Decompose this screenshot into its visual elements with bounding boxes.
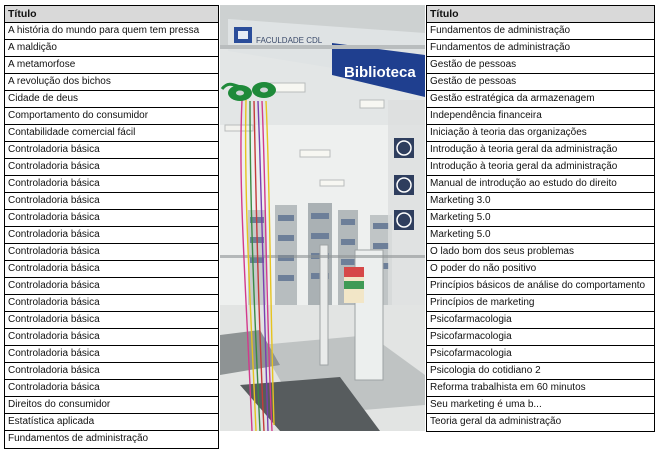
table-row: Controladoria básica	[5, 363, 218, 380]
table-row: Controladoria básica	[5, 210, 218, 227]
table-row: Direitos do consumidor	[5, 397, 218, 414]
table-row: Psicofarmacologia	[427, 312, 654, 329]
table-row: Comportamento do consumidor	[5, 108, 218, 125]
table-row: O lado bom dos seus problemas	[427, 244, 654, 261]
school-name-text: FACULDADE CDL	[256, 36, 323, 45]
table-row: Controladoria básica	[5, 278, 218, 295]
table-row: Introdução à teoria geral da administração	[427, 142, 654, 159]
table-row: O poder do não positivo	[427, 261, 654, 278]
table-row: Introdução à teoria geral da administração	[427, 159, 654, 176]
table-row: Controladoria básica	[5, 227, 218, 244]
table-row: Fundamentos de administração	[427, 23, 654, 40]
table-row: Gestão estratégica da armazenagem	[427, 91, 654, 108]
table-row: Reforma trabalhista em 60 minutos	[427, 380, 654, 397]
table-row: Gestão de pessoas	[427, 57, 654, 74]
prohibition-signs	[394, 138, 414, 230]
table-row: Gestão de pessoas	[427, 74, 654, 91]
table-row: Controladoria básica	[5, 244, 218, 261]
table-row: Controladoria básica	[5, 295, 218, 312]
table-row: Controladoria básica	[5, 380, 218, 397]
table-row: Princípios básicos de análise do comportamento	[427, 278, 654, 295]
table-row: A história do mundo para quem tem pressa	[5, 23, 218, 40]
table-row: Controladoria básica	[5, 176, 218, 193]
table-row: Fundamentos de administração	[8, 433, 149, 444]
library-entrance-photo	[220, 5, 425, 431]
left-table-header: Título	[5, 6, 218, 23]
table-row: Independência financeira	[427, 108, 654, 125]
right-book-table	[426, 5, 655, 432]
table-row: Marketing 5.0	[427, 227, 654, 244]
table-row: Controladoria básica	[5, 142, 218, 159]
library-name-text: Biblioteca	[344, 64, 416, 81]
table-row: Controladoria básica	[5, 312, 218, 329]
right-table-header: Título	[427, 6, 654, 23]
table-row: Cidade de deus	[5, 91, 218, 108]
table-row: Marketing 3.0	[427, 193, 654, 210]
left-book-table	[4, 5, 219, 449]
table-row: Iniciação à teoria das organizações	[427, 125, 654, 142]
table-row: A metamorfose	[5, 57, 218, 74]
table-row: Contabilidade comercial fácil	[5, 125, 218, 142]
table-row: Seu marketing é uma b...	[427, 397, 654, 414]
table-row: Fundamentos de administração	[427, 40, 654, 57]
table-row: Marketing 5.0	[427, 210, 654, 227]
table-row: Controladoria básica	[5, 261, 218, 278]
table-row: A revolução dos bichos	[5, 74, 218, 91]
table-row: Manual de introdução ao estudo do direito	[427, 176, 654, 193]
table-row: Controladoria básica	[5, 329, 218, 346]
table-row: Psicofarmacologia	[427, 346, 654, 363]
table-row: Teoria geral da administração	[430, 416, 562, 427]
table-row: Psicologia do cotidiano 2	[427, 363, 654, 380]
table-row: Controladoria básica	[5, 159, 218, 176]
table-row: Psicofarmacologia	[427, 329, 654, 346]
table-row: Controladoria básica	[5, 346, 218, 363]
table-row: Controladoria básica	[5, 193, 218, 210]
table-row: Estatística aplicada	[5, 414, 218, 431]
table-row: Princípios de marketing	[427, 295, 654, 312]
table-row: A maldição	[5, 40, 218, 57]
